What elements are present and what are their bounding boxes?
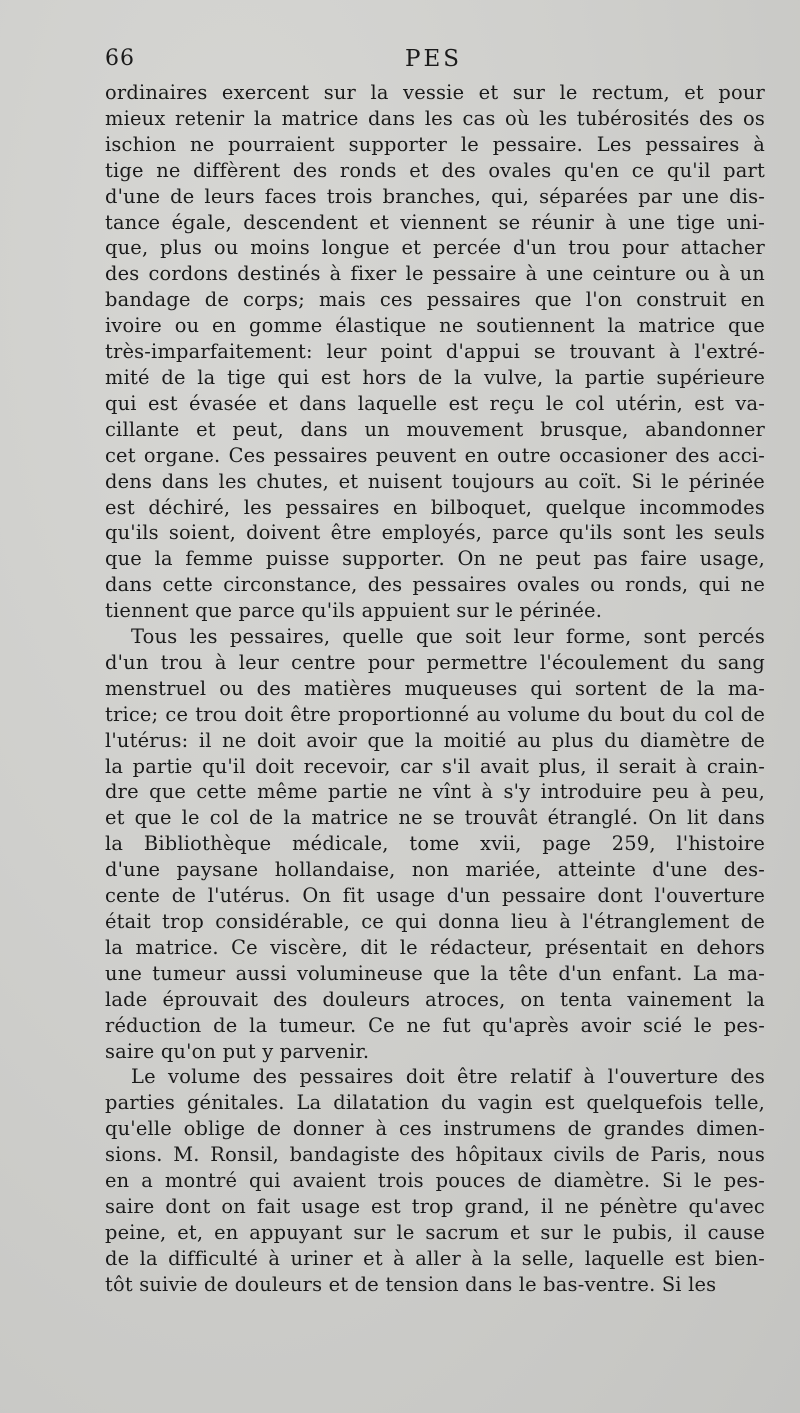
text-line: ivoire ou en gomme élastique ne soutiennent la matrice que xyxy=(105,314,765,338)
text-line: que, plus ou moins longue et percée d'un trou pour attacher xyxy=(105,236,765,260)
text-line: saire dont on fait usage est trop grand, il ne pénètre qu'avec xyxy=(105,1194,765,1218)
text-line: qui est évasée et dans laquelle est reçu le col utérin, est va- xyxy=(105,391,765,415)
text-line: la partie qu'il doit recevoir, car s'il avait plus, il serait à crain- xyxy=(105,754,765,778)
text-line: la matrice. Ce viscère, dit le rédacteur, présentait en dehors xyxy=(105,935,765,959)
text-line: l'utérus: il ne doit avoir que la moitié au plus du diamètre de xyxy=(105,728,765,752)
text-line: peine, et, en appuyant sur le sacrum et sur le pubis, il cause xyxy=(105,1220,765,1244)
text-line: qu'ils soient, doivent être employés, parce qu'ils sont les seuls xyxy=(105,521,765,545)
text-line: et que le col de la matrice ne se trouvât étranglé. On lit dans xyxy=(105,806,765,830)
text-line: ischion ne pourraient supporter le pessaire. Les pessaires à xyxy=(105,132,765,156)
text-line: trice; ce trou doit être proportionné au volume du bout du col de xyxy=(105,702,765,726)
text-line: en a montré qui avaient trois pouces de diamètre. Si le pes- xyxy=(105,1169,765,1193)
text-line: de la difficulté à uriner et à aller à la selle, laquelle est bien- xyxy=(105,1246,765,1270)
text-line: dans cette circonstance, des pessaires ovales ou ronds, qui ne xyxy=(105,573,765,597)
text-line: parties génitales. La dilatation du vagin est quelquefois telle, xyxy=(105,1091,765,1115)
page-number: 66 xyxy=(105,46,135,71)
text-line: saire qu'on put y parvenir. xyxy=(105,1039,370,1063)
text-line: sions. M. Ronsil, bandagiste des hôpitaux civils de Paris, nous xyxy=(105,1143,765,1167)
text-line: mieux retenir la matrice dans les cas où les tubérosités des os xyxy=(105,106,765,130)
text-line: était trop considérable, ce qui donna lieu à l'étranglement de xyxy=(105,910,765,933)
text-line: réduction de la tumeur. Ce ne fut qu'après avoir scié le pes- xyxy=(105,1013,765,1037)
text-line: tiennent que parce qu'ils appuient sur le périnée. xyxy=(105,599,603,623)
text-line: ordinaires exercent sur la vessie et sur le rectum, et pour xyxy=(105,81,765,104)
body-text xyxy=(105,80,765,1298)
text-line: dre que cette même partie ne vînt à s'y introduire peu à peu, xyxy=(105,780,765,804)
text-line: lade éprouvait des douleurs atroces, on tenta vainement la xyxy=(105,987,765,1011)
text-line: bandage de corps; mais ces pessaires que l'on construit en xyxy=(105,288,765,312)
paragraph xyxy=(105,624,765,1064)
text-line: est déchiré, les pessaires en bilboquet, quelque incommodes xyxy=(105,495,765,519)
paragraph xyxy=(105,1064,765,1297)
text-line: que la femme puisse supporter. On ne peut pas faire usage, xyxy=(105,547,765,571)
text-line: dens dans les chutes, et nuisent toujours au coït. Si le périnée xyxy=(105,469,765,493)
text-line: des cordons destinés à fixer le pessaire à une ceinture ou à un xyxy=(105,262,765,286)
text-line: Tous les pessaires, quelle que soit leur forme, sont percés xyxy=(131,625,765,649)
text-line: menstruel ou des matières muqueuses qui sortent de la ma- xyxy=(105,676,765,700)
paragraph xyxy=(105,80,765,624)
text-line: tôt suivie de douleurs et de tension dans le bas-ventre. Si les xyxy=(105,1272,717,1296)
text-line: mité de la tige qui est hors de la vulve, la partie supérieure xyxy=(105,365,765,389)
page-header xyxy=(105,46,765,76)
running-head: PES xyxy=(405,46,463,72)
text-line: cillante et peut, dans un mouvement brusque, abandonner xyxy=(105,417,765,441)
text-line: cet organe. Ces pessaires peuvent en outre occasioner des acci- xyxy=(105,443,765,467)
text-line: très-imparfaitement: leur point d'appui se trouvant à l'extré- xyxy=(105,340,765,364)
text-line: tige ne diffèrent des ronds et des ovales qu'en ce qu'il part xyxy=(105,158,765,182)
text-line: la Bibliothèque médicale, tome xvii, page 259, l'histoire xyxy=(105,832,765,856)
text-line: une tumeur aussi volumineuse que la tête d'un enfant. La ma- xyxy=(105,961,765,985)
text-line: cente de l'utérus. On fit usage d'un pessaire dont l'ouverture xyxy=(105,884,765,908)
text-line: d'une paysane hollandaise, non mariée, atteinte d'une des- xyxy=(105,858,765,882)
text-line: tance égale, descendent et viennent se réunir à une tige uni- xyxy=(105,210,765,234)
text-line: Le volume des pessaires doit être relatif à l'ouverture des xyxy=(131,1065,765,1089)
text-line: d'une de leurs faces trois branches, qui, séparées par une dis- xyxy=(105,184,765,208)
text-line: d'un trou à leur centre pour permettre l'écoulement du sang xyxy=(105,650,765,674)
text-line: qu'elle oblige de donner à ces instrumens de grandes dimen- xyxy=(105,1117,765,1141)
